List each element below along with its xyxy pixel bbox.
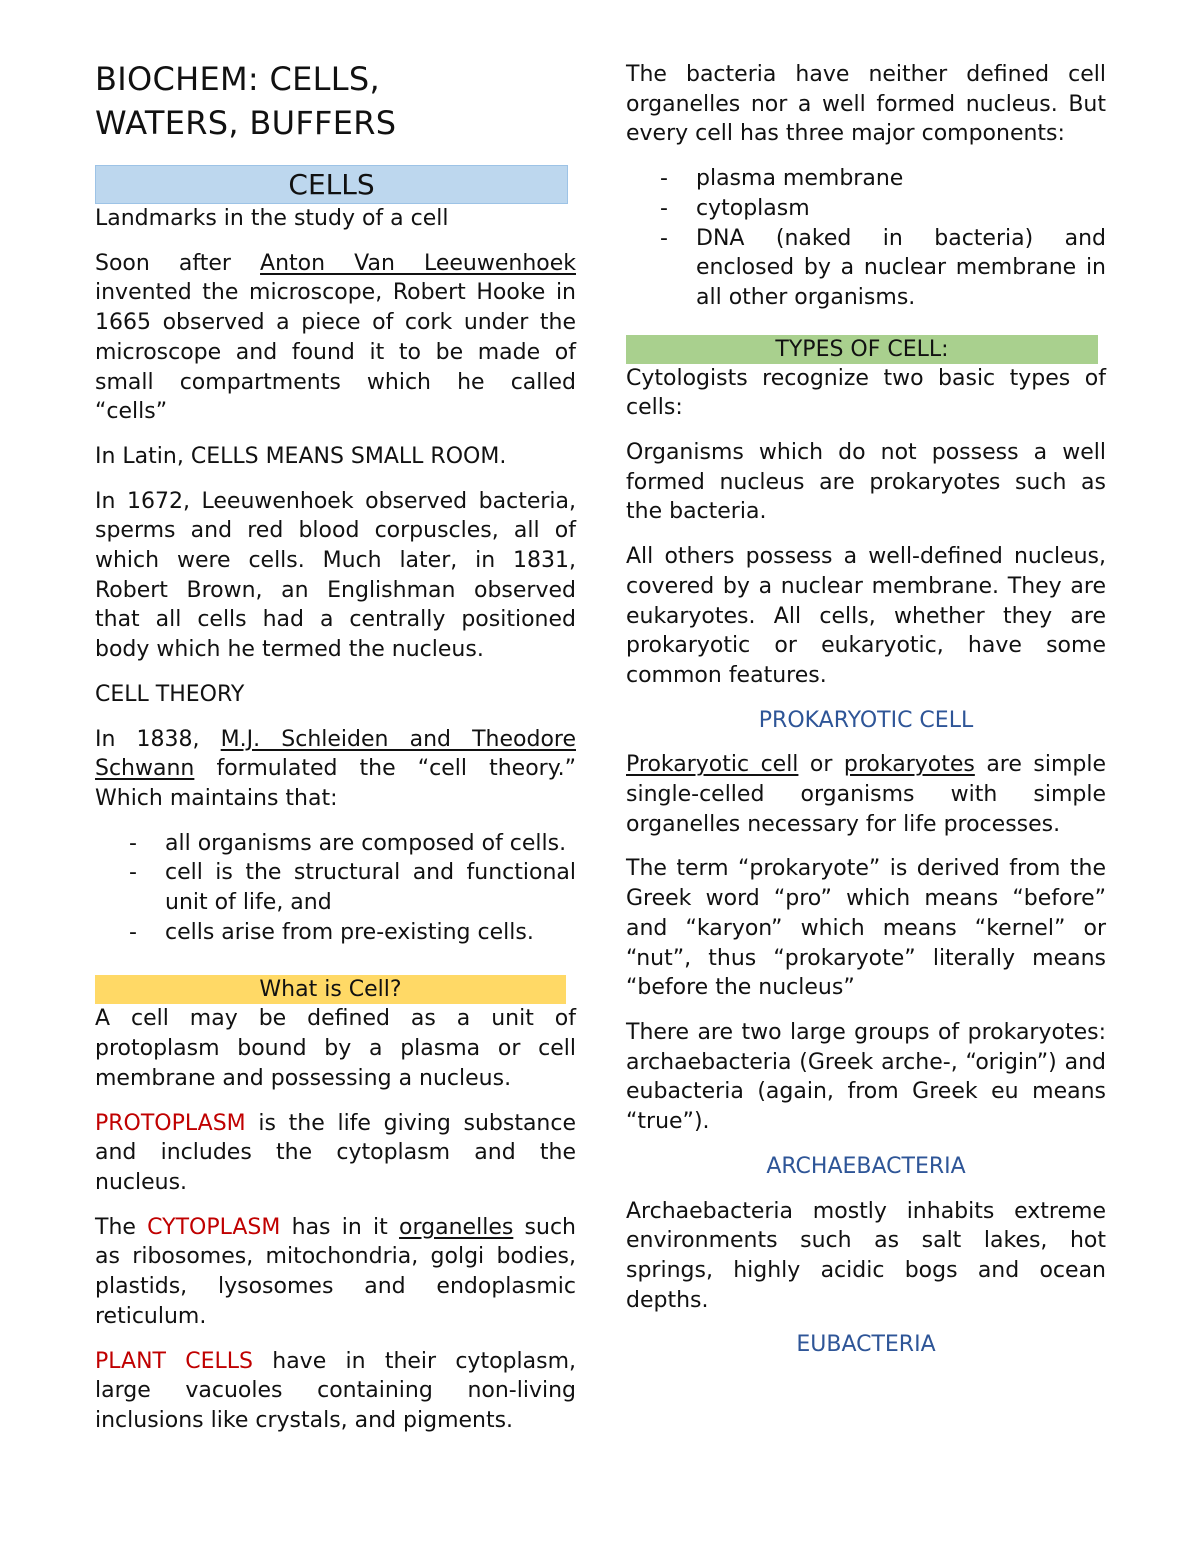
etymology-paragraph: The term “prokaryote” is derived from the Greek word “pro” which means “before” and “karyon” which means “kernel” or “nut”, thus “prokaryote” literally means “before the nucleus”	[626, 856, 1106, 1001]
list-item: - plasma membrane	[626, 164, 1106, 194]
types-of-cell-heading: TYPES OF CELL:	[626, 335, 1098, 364]
cells-heading: CELLS	[95, 165, 568, 204]
protoplasm-paragraph: PROTOPLASM is the life giving substance and includes the cytoplasm and the nucleus.	[95, 1110, 576, 1195]
bacteria-paragraph: The bacteria have neither defined cell organelles nor a well formed nucleus. But every cell has three major components:	[626, 62, 1106, 147]
document-title	[95, 57, 576, 145]
prokaryotic-definition-paragraph: Prokaryotic cell or prokaryotes are simple single-celled organisms with simple organelles necessary for life processes.	[626, 752, 1106, 837]
eukaryotes-paragraph: All others possess a well-defined nucleus, covered by a nuclear membrane. They are eukaryotes. All cells, whether they are prokaryotic or eukaryotic, have some common features.	[626, 544, 1106, 688]
list-item: - cytoplasm	[626, 194, 1106, 224]
document-title-line-2: WATERS, BUFFERS	[95, 104, 397, 142]
latin-paragraph: In Latin, CELLS MEANS SMALL ROOM.	[95, 443, 507, 469]
cell-theory-label: CELL THEORY	[95, 681, 245, 707]
left-column	[95, 0, 576, 1451]
right-column	[626, 60, 1106, 1375]
leeuwenhoek-name: Anton Van Leeuwenhoek	[260, 250, 576, 276]
cell-theory-list	[95, 829, 576, 948]
hooke-paragraph: Soon after Anton Van Leeuwenhoek invented the microscope, Robert Hooke in 1665 observed a piece of cork under the microscope and found it to be made of small compartments which he called “cells”	[95, 250, 576, 425]
list-item: - cell is the structural and functional unit of life, and	[95, 858, 576, 917]
list-item: - cells arise from pre-existing cells.	[95, 918, 576, 948]
prokaryotic-cell-heading: PROKARYOTIC CELL	[758, 707, 974, 733]
document-title-line-1: BIOCHEM: CELLS,	[95, 60, 380, 98]
prokaryotes-term: prokaryotes	[843, 752, 975, 778]
components-list	[626, 164, 1106, 313]
what-is-cell-heading: What is Cell?	[95, 975, 566, 1004]
organelles-term: organelles	[399, 1214, 514, 1240]
plant-cells-term: PLANT CELLS	[95, 1348, 253, 1374]
schleiden-schwann-names: M.J. Schleiden and Theodore Schwann	[95, 726, 576, 782]
prokaryotes-intro-paragraph: Organisms which do not possess a well formed nucleus are prokaryotes such as the bacteria.	[626, 440, 1106, 525]
archaebacteria-paragraph: Archaebacteria mostly inhabits extreme environments such as salt lakes, hot springs, highly acidic bogs and ocean depths.	[626, 1198, 1106, 1313]
list-item: - DNA (naked in bacteria) and enclosed by a nuclear membrane in all other organisms.	[626, 224, 1106, 313]
archaebacteria-heading: ARCHAEBACTERIA	[766, 1153, 966, 1179]
schleiden-paragraph: In 1838, M.J. Schleiden and Theodore Schwann formulated the “cell theory.” Which maintains that:	[95, 726, 576, 811]
prokaryote-groups-paragraph: There are two large groups of prokaryotes: archaebacteria (Greek arche-, “origin”) and eubacteria (again, from Greek eu means “true”).	[626, 1019, 1106, 1135]
cytoplasm-term: CYTOPLASM	[147, 1214, 281, 1240]
cell-definition-paragraph: A cell may be defined as a unit of protoplasm bound by a plasma or cell membrane and possessing a nucleus.	[95, 1006, 576, 1091]
brown-paragraph: In 1672, Leeuwenhoek observed bacteria, sperms and red blood corpuscles, all of which were cells. Much later, in 1831, Robert Brown, an Englishman observed that all cells had a centrally positioned body which he termed the nucleus.	[95, 488, 576, 663]
plant-cells-paragraph: PLANT CELLS have in their cytoplasm, large vacuoles containing non-living inclusions like crystals, and pigments.	[95, 1348, 576, 1433]
list-item: - all organisms are composed of cells.	[95, 829, 576, 859]
eubacteria-heading: EUBACTERIA	[796, 1332, 936, 1358]
prokaryotic-cell-term: Prokaryotic cell	[626, 752, 799, 778]
cytoplasm-paragraph: The CYTOPLASM has in it organelles such as ribosomes, mitochondria, golgi bodies, plastids, lysosomes and endoplasmic reticulum.	[95, 1214, 577, 1329]
landmarks-line: Landmarks in the study of a cell	[95, 206, 449, 231]
protoplasm-term: PROTOPLASM	[95, 1110, 246, 1136]
cytologists-paragraph: Cytologists recognize two basic types of cells:	[626, 365, 1106, 421]
